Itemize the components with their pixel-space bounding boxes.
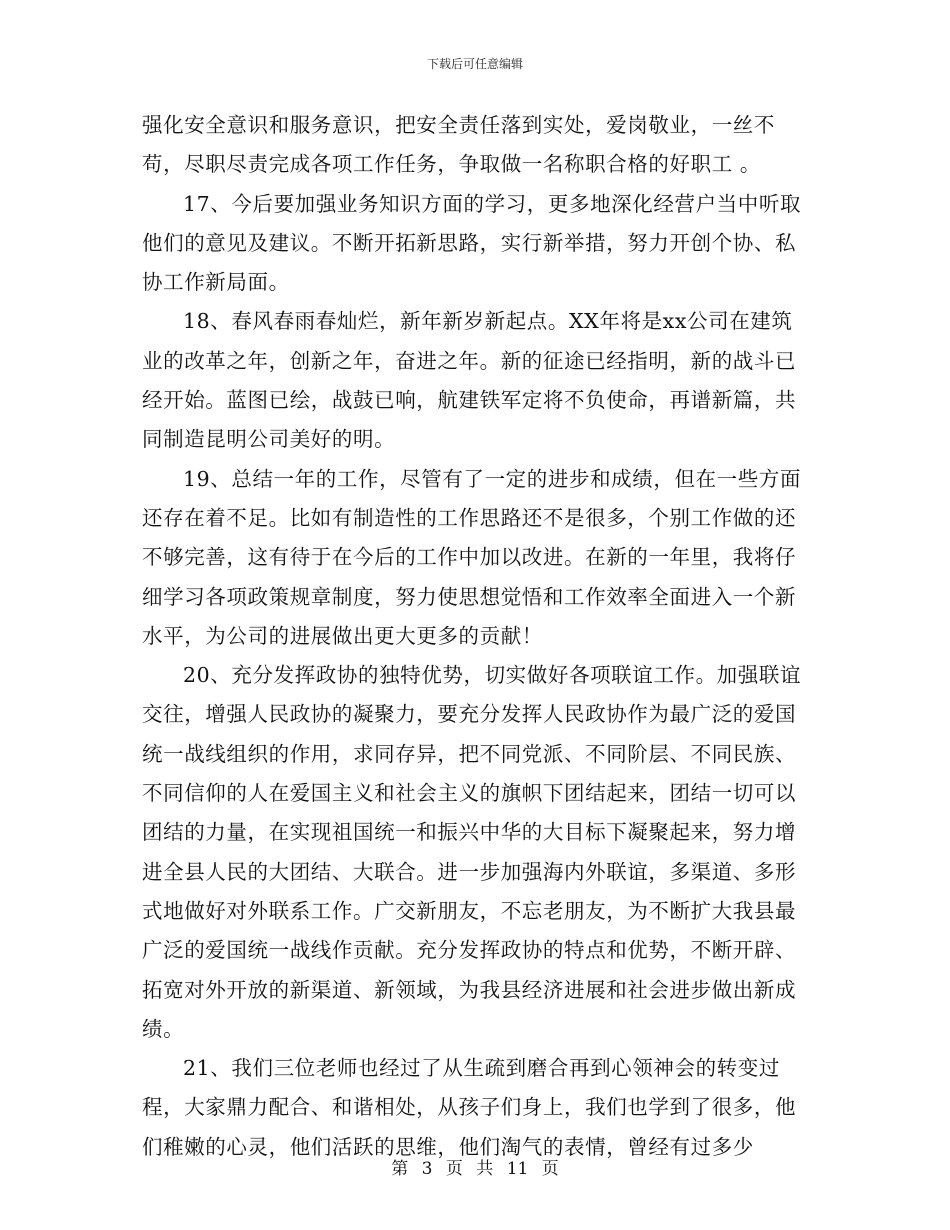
- page-number-footer: 第 3 页 共 11 页: [391, 1159, 559, 1179]
- page-header: 下载后可任意编辑: [426, 57, 523, 71]
- paragraph-19: 19、总结一年的工作，尽管有了一定的进步和成绩，但在一些方面还存在着不足。比如有制造性的工作思路还不是很多，个别工作做的还不够完善，这有待于在今后的工作中加以改进。在新的一年里，我将仔细学习各项政策规章制度，努力使思想觉悟和工作效率全面进入一个新水平，为公司的进展做出更大更多的贡献！: [142, 466, 802, 648]
- paragraph-20: 20、充分发挥政协的独特优势，切实做好各项联谊工作。加强联谊交往，增强人民政协的凝聚力，要充分发挥人民政协作为最广泛的爱国统一战线组织的作用，求同存异，把不同党派、不同阶层、不同民族、不同信仰的人在爱国主义和社会主义的旗帜下团结起来，团结一切可以团结的力量，在实现祖国统一和振兴中华的大目标下凝聚起来，努力增进全县人民的大团结、大联合。进一步加强海内外联谊，多渠道、多形式地做好对外联系工作。广交新朋友，不忘老朋友，为不断扩大我县最广泛的爱国统一战线作贡献。充分发挥政协的特点和优势，不断开辟、拓宽对外开放的新渠道、新领域，为我县经济进展和社会进步做出新成绩。: [142, 663, 802, 1041]
- document-body: [142, 106, 810, 1167]
- paragraph-21: 21、我们三位老师也经过了从生疏到磨合再到心领神会的转变过程，大家鼎力配合、和谐相处，从孩子们身上，我们也学到了很多，他们稚嫩的心灵，他们活跃的思维，他们淘气的表情，曾经有过多少: [142, 1056, 797, 1159]
- paragraph-continuation: 强化安全意识和服务意识，把安全责任落到实处，爱岗敬业，一丝不苟，尽职尽责完成各项工作任务，争取做一名称职合格的好职工 。: [142, 113, 775, 177]
- paragraph-18: 18、春风春雨春灿烂，新年新岁新起点。XX年将是xx公司在建筑业的改革之年，创新之年，奋进之年。新的征途已经指明，新的战斗已经开始。蓝图已绘，战鼓已响，航建铁军定将不负使命，再谱新篇，共同制造昆明公司美好的明。: [142, 309, 797, 452]
- paragraph-17: 17、今后要加强业务知识方面的学习，更多地深化经营户当中听取他们的意见及建议。不断开拓新思路，实行新举措，努力开创个协、私协工作新局面。: [142, 191, 802, 295]
